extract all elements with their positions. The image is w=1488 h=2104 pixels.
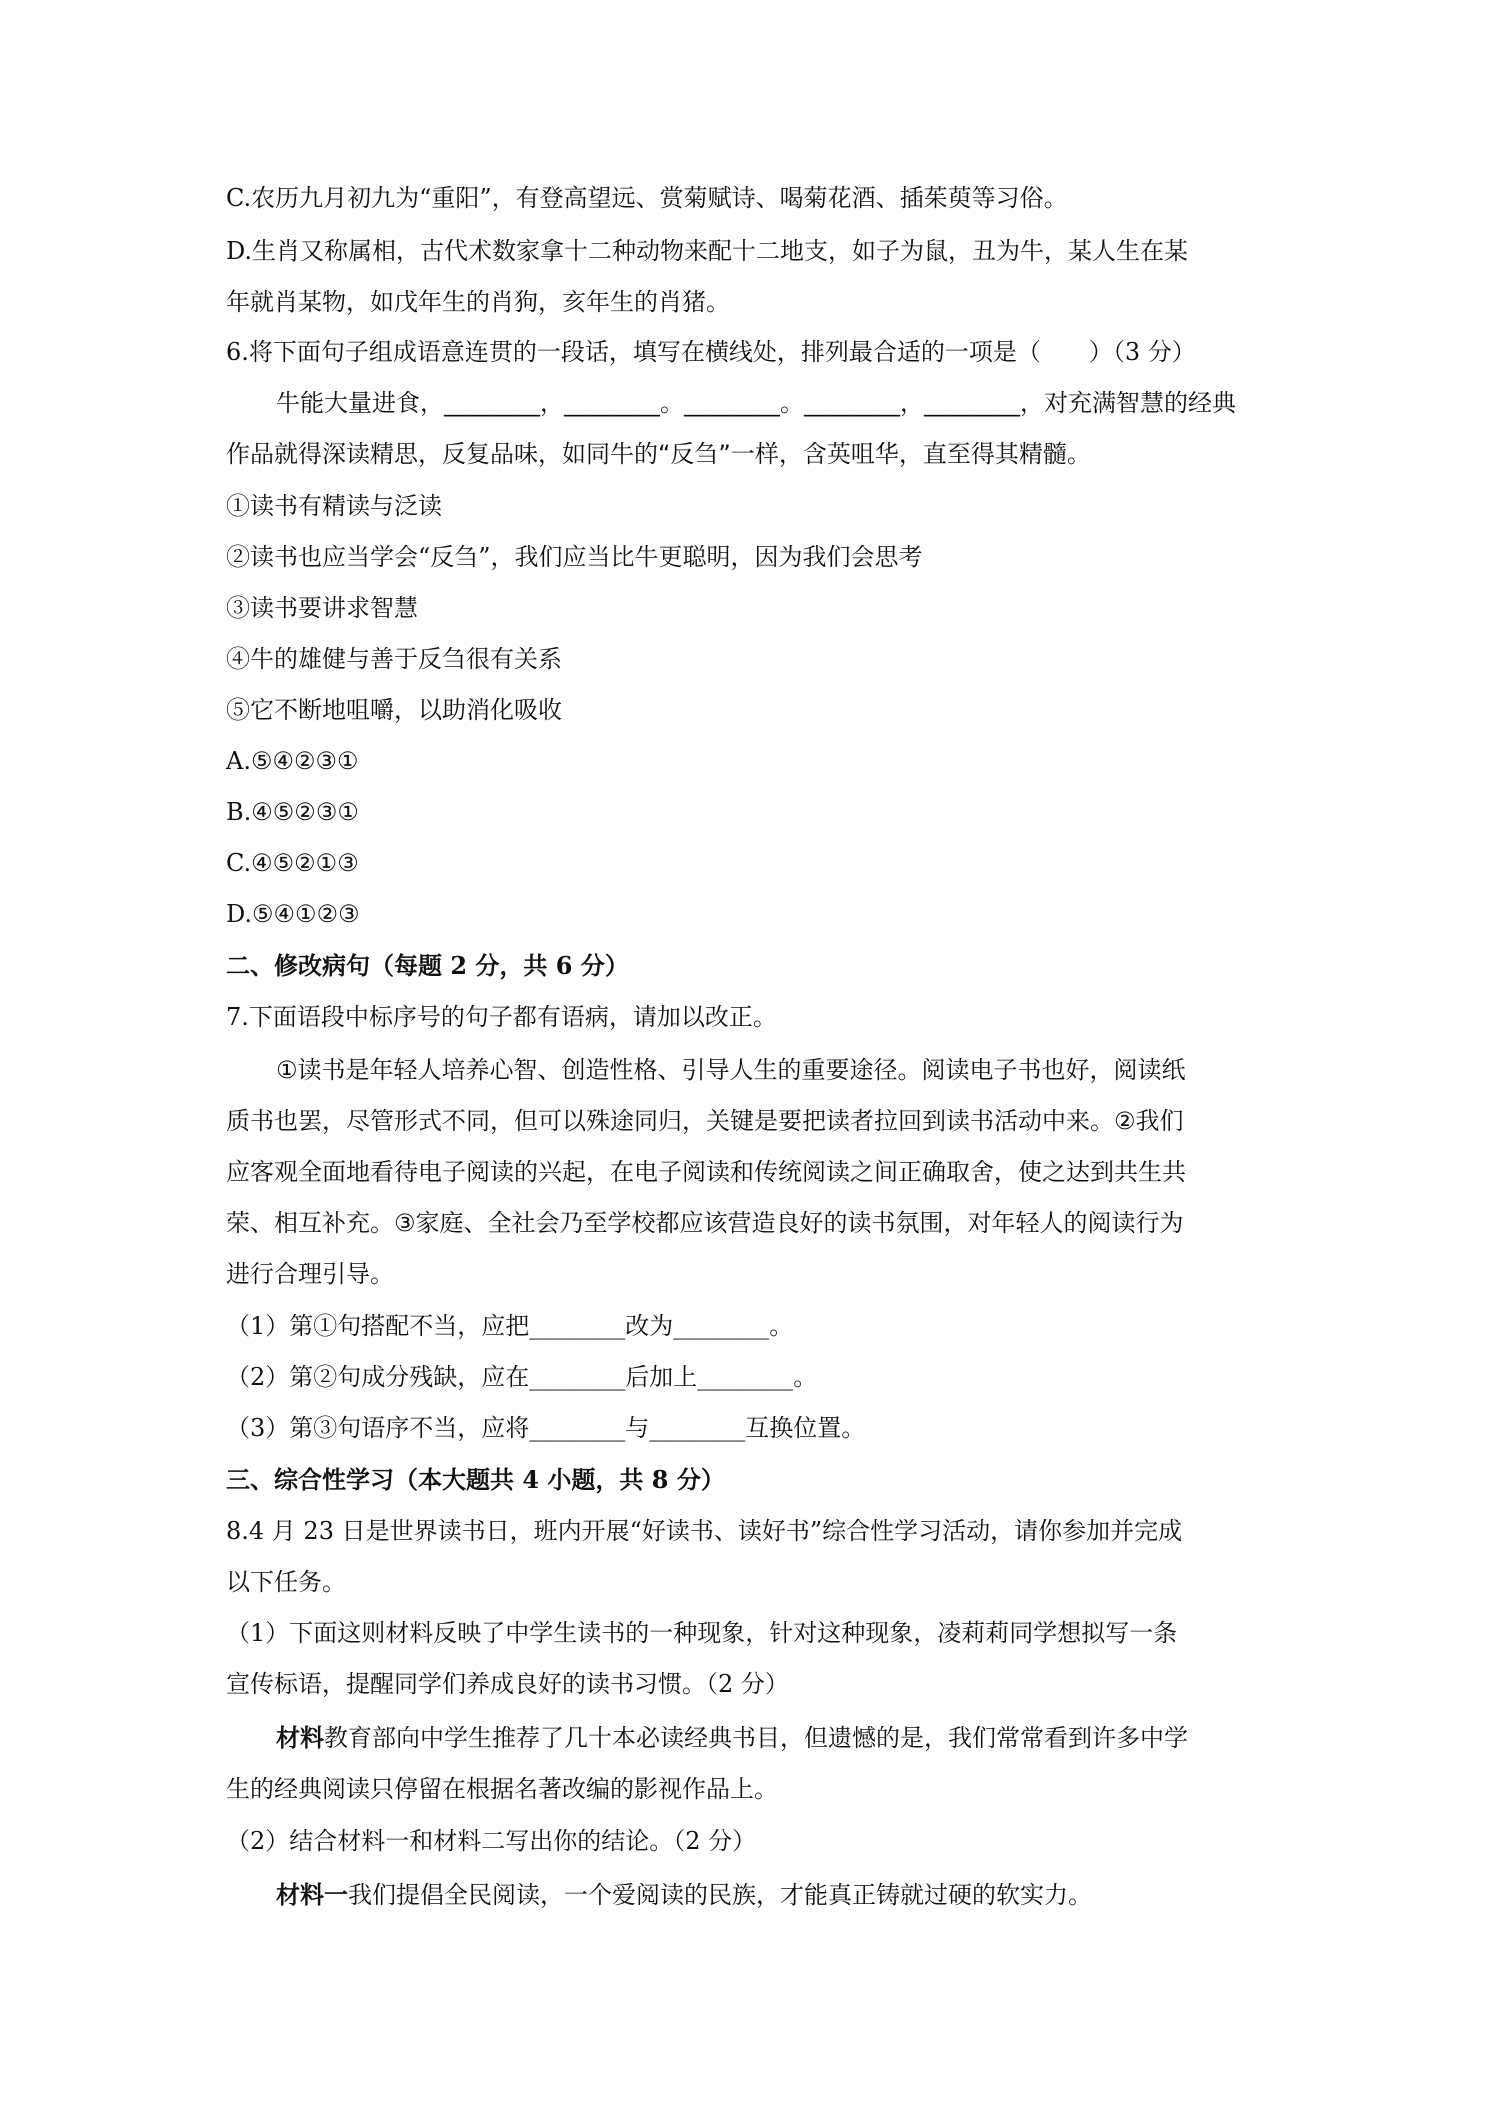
sentence-item-1: ①读书有精读与泛读 bbox=[226, 492, 442, 520]
question-7-part-2: （2）第②句成分残缺，应在________后加上________。 bbox=[226, 1363, 818, 1391]
question-7-passage-line2: 质书也罢，尽管形式不同，但可以殊途同归，关键是要把读者拉回到读书活动中来。②我们 bbox=[226, 1107, 1184, 1135]
question-6-passage-line1: 牛能大量进食，________，________。________。________，________，对充满智慧的经典 bbox=[276, 389, 1236, 417]
material-one-label: 材料一 bbox=[276, 1881, 348, 1909]
answer-option-d: D.⑤④①②③ bbox=[226, 900, 360, 928]
sentence-item-5: ⑤它不断地咀嚼，以助消化吸收 bbox=[226, 696, 562, 724]
answer-option-a: A.⑤④②③① bbox=[226, 747, 359, 775]
material-one-text: 我们提倡全民阅读，一个爱阅读的民族，才能真正铸就过硬的软实力。 bbox=[348, 1881, 1092, 1909]
question-8-part-1-line2: 宣传标语，提醒同学们养成良好的读书习惯。（2 分） bbox=[226, 1670, 789, 1698]
sentence-item-3: ③读书要讲求智慧 bbox=[226, 594, 418, 622]
question-6-stem: 6.将下面句子组成语意连贯的一段话，填写在横线处，排列最合适的一项是（ ）（3 分） bbox=[226, 338, 1196, 366]
section-2-heading: 二、修改病句（每题 2 分，共 6 分） bbox=[226, 951, 629, 980]
question-7-passage-line1: ①读书是年轻人培养心智、创造性格、引导人生的重要途径。阅读电子书也好，阅读纸 bbox=[276, 1056, 1186, 1084]
question-8-part-2: （2）结合材料一和材料二写出你的结论。（2 分） bbox=[226, 1827, 757, 1855]
question-7-stem: 7.下面语段中标序号的句子都有语病，请加以改正。 bbox=[226, 1003, 777, 1031]
material-paragraph-line1 bbox=[276, 1722, 1326, 1754]
question-7-passage-line3: 应客观全面地看待电子阅读的兴起，在电子阅读和传统阅读之间正确取舍，使之达到共生共 bbox=[226, 1158, 1186, 1186]
question-8-stem-line2: 以下任务。 bbox=[226, 1568, 346, 1596]
answer-option-b: B.④⑤②③① bbox=[226, 798, 359, 826]
material-text-line1: 教育部向中学生推荐了几十本必读经典书目，但遗憾的是，我们常常看到许多中学 bbox=[324, 1724, 1188, 1752]
question-7-part-1: （1）第①句搭配不当，应把________改为________。 bbox=[226, 1312, 794, 1340]
question-7-passage-line4: 荣、相互补充。③家庭、全社会乃至学校都应该营造良好的读书氛围，对年轻人的阅读行为 bbox=[226, 1209, 1184, 1237]
material-label: 材料 bbox=[276, 1724, 324, 1752]
question-7-passage-line5: 进行合理引导。 bbox=[226, 1260, 394, 1288]
question-8-stem-line1: 8.4 月 23 日是世界读书日，班内开展“好读书、读好书”综合性学习活动，请你参加并完成 bbox=[226, 1517, 1183, 1545]
answer-option-c: C.④⑤②①③ bbox=[226, 849, 359, 877]
sentence-item-4: ④牛的雄健与善于反刍很有关系 bbox=[226, 645, 562, 673]
section-3-heading: 三、综合性学习（本大题共 4 小题，共 8 分） bbox=[226, 1465, 725, 1494]
question-7-part-3: （3）第③句语序不当，应将________与________互换位置。 bbox=[226, 1414, 866, 1442]
question-8-part-1-line1: （1）下面这则材料反映了中学生读书的一种现象，针对这种现象，凌莉莉同学想拟写一条 bbox=[226, 1619, 1178, 1647]
option-c-text: C.农历九月初九为“重阳”，有登高望远、赏菊赋诗、喝菊花酒、插茱萸等习俗。 bbox=[226, 184, 1068, 212]
material-text-line2: 生的经典阅读只停留在根据名著改编的影视作品上。 bbox=[226, 1775, 778, 1803]
option-d-text-line2: 年就肖某物，如戊年生的肖狗，亥年生的肖猪。 bbox=[226, 288, 730, 316]
material-one-paragraph bbox=[276, 1879, 1326, 1911]
sentence-item-2: ②读书也应当学会“反刍”，我们应当比牛更聪明，因为我们会思考 bbox=[226, 543, 923, 571]
option-d-text-line1: D.生肖又称属相，古代术数家拿十二种动物来配十二地支，如子为鼠，丑为牛，某人生在某 bbox=[226, 237, 1189, 265]
question-6-passage-line2: 作品就得深读精思，反复品味，如同牛的“反刍”一样，含英咀华，直至得其精髓。 bbox=[226, 440, 1091, 468]
